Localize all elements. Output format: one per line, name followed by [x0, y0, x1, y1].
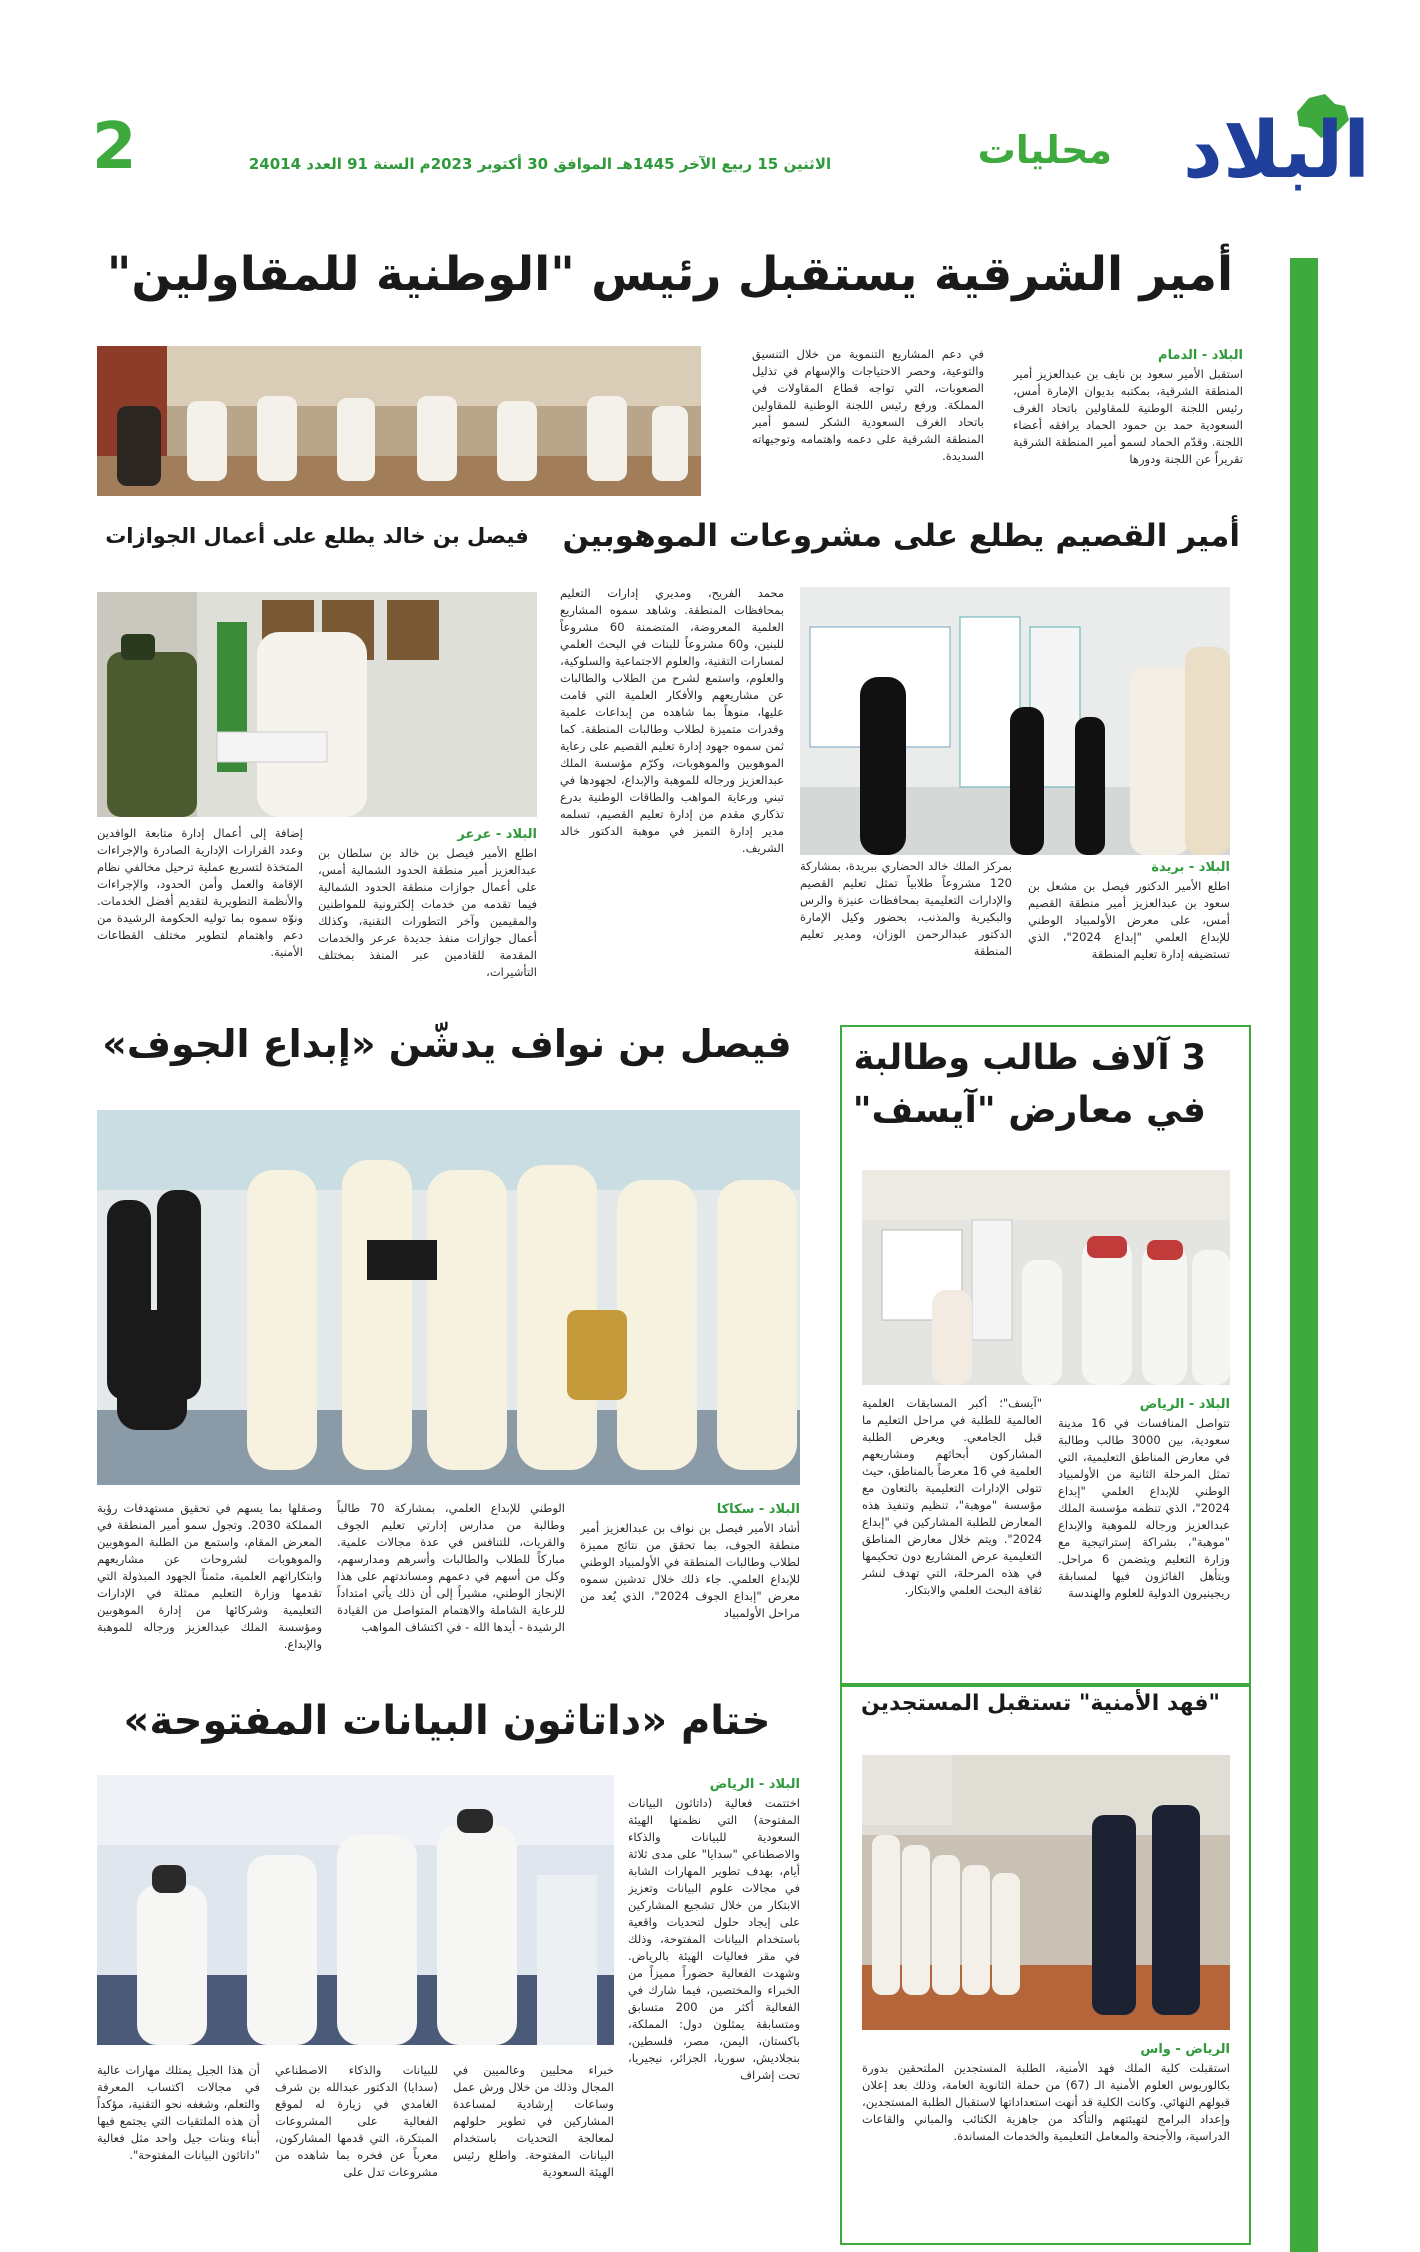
article1-col-right [1013, 346, 1243, 496]
article3-col-1 [318, 825, 537, 990]
article3-body-1: اطلع الأمير فيصل بن خالد بن سلطان بن عبدالعزيز أمير منطقة الحدود الشمالية أمس، على أعمال جوازات منطقة الحدود الشمالية فيما تقدمه من خدمات إلكترونية للمواطنين والمقيمين وآخر التطورات التقنية، وكذلك أعمال جوازات منفذ جديدة عرعر والخدمات المقدمة للقادمين عبر المنفذ بمختلف التأشيرات، [318, 846, 537, 979]
article2-col-2 [800, 858, 1012, 988]
article6-dateline: البلاد - الرياض [709, 1777, 800, 1792]
page-number: 2 [92, 110, 137, 184]
side-accent-bar [1290, 258, 1318, 2252]
article4-col-1 [580, 1500, 800, 1680]
article6-body-1: اختتمت فعالية (داتاثون البيانات المفتوحة) التي نظمتها الهيئة السعودية للبيانات والذكاء والاصطناعي "سدايا" على مدى ثلاثة أيام، بهدف تطوير المهارات الشابة في مجالات علوم البيانات وتعزيز الابتكار من خلال تشجيع المشاركين على إيجاد حلول لتحديات واقعية باستخدام البيانات المفتوحة، وذلك في مقر فعاليات الهيئة بالرياض. وشهدت الفعالية حضوراً مميزاً من الخبراء والمختصين، فيما شارك في الفعالية أكثر من 200 متسابق ومتسابقة يمثلون دول: المملكة، باكستان، اليمن، مصر، فلسطين، بنجلاديش، سوريا، الجزائر، نيجيريا، تحت إشراف [628, 1796, 800, 2082]
article4-headline: فيصل بن نواف يدشّن «إبداع الجوف» [102, 1022, 792, 1066]
article4-body-1: أشاد الأمير فيصل بن نواف بن عبدالعزيز أمير منطقة الجوف، بما تحقق من نتائج مميزة لطلاب وطالبات المنطقة في الأولمبياد الوطني للإبداع العلمي. جاء ذلك خلال تدشين سموه معرض "إبداع الجوف 2024"، الذي يُعد من مراحل الأولمبياد [580, 1521, 800, 1620]
article1-body-2: في دعم المشاريع التنموية من خلال التنسيق والتوعية، وحصر الاحتياجات والإسهام في تذليل الصعوبات، التي تواجه قطاع المقاولات في المملكة. ورفع رئيس اللجنة الوطنية للمقاولين باتحاد الغرف السعودية الشكر لسمو أمير المنطقة الشرقية على دعمه واهتمامه وتوجيهاته السديدة. [752, 347, 984, 463]
article1-headline: أمير الشرقية يستقبل رئيس "الوطنية للمقاولين" [106, 247, 1234, 302]
article5-dateline: البلاد - الرياض [1139, 1397, 1230, 1412]
article5-col-1 [1058, 1395, 1230, 1675]
article6-col-2 [453, 2062, 614, 2247]
article6-photo [97, 1775, 614, 2045]
article3-photo [97, 592, 537, 817]
article3-headline: فيصل بن خالد يطلع على أعمال الجوازات [105, 524, 529, 548]
article6-body-3: للبيانات والذكاء الاصطناعي (سدايا) الدكتور عبدالله بن شرف الغامدي في زيارة له لموقع الفعالية على المشروعات المبتكرة، التي قدمها المشاركون، معرباً عن فخره بما شاهده من مشروعات تدل على [275, 2063, 438, 2179]
article2-body-3: محمد الفريح، ومديري إدارات التعليم بمحافظات المنطقة. وشاهد سموه المشاريع العلمية المعروضة، المتضمنة 60 مشروعاً للبنين، و60 مشروعاً للبنات في البحث العلمي لمسارات التقنية، والعلوم الاجتماعية والسلوكية، والعلوم، واستمع لشرح من الطلاب والطالبات عن مشاريعهم والأفكار العلمية التي قامت عليها، منوهاً بما شاهده من إبداعات علمية وقدرات متميزة لطلاب وطالبات المنطقة. كما ثمن سموه جهود إدارة تعليم القصيم على رعاية الموهوبين والموهوبات، وكرّم مؤسسة الملك عبدالعزيز ورجاله للموهبة والإبداع، لجهودها في تبني ورعاية المواهب والطاقات الوطنية بدرع تذكاري مقدم من إدارة تعليم القصيم، تسلمه مدير إدارة التميز في موهبة الدكتور خالد الشريف. [560, 586, 784, 855]
article4-body-3: وصقلها بما يسهم في تحقيق مستهدفات رؤية المملكة 2030. وتجول سمو أمير المنطقة في المعرض المقام، واستمع من الطلبة الموهوبين والموهوبات لشروحات عن مشاريعهم وابتكاراتهم العلمية، مثمناً الجهود المبذولة التي تقدمها وزارة التعليم ممثلة في الإدارات التعليمية وشركائها من إدارة الموهوبين ومؤسسة الملك عبدالعزيز ورجاله للموهبة والإبداع. [97, 1501, 322, 1651]
article2-body-1: اطلع الأمير الدكتور فيصل بن مشعل بن سعود بن عبدالعزيز أمير منطقة القصيم أمس، على معرض الأولمبياد الوطني للإبداع العلمي "إبداع 2024"، الذي تستضيفه إدارة تعليم المنطقة [1028, 879, 1230, 961]
article5-headline-line2: في معارض "آيسف" [852, 1090, 1206, 1131]
article6-col-3 [275, 2062, 438, 2247]
article7-col [862, 2040, 1230, 2240]
article4-col-3 [97, 1500, 322, 1680]
article5-headline-line1: 3 آلاف طالب وطالبة [853, 1038, 1206, 1078]
article3-body-2: إضافة إلى أعمال إدارة متابعة الوافدين وعدد القرارات الإدارية الصادرة والإجراءات المتخذة لتسريع عملية ترحيل مخالفي نظام الإقامة والعمل وأمن الحدود، والإجراءات والأنظمة التطويرية لتقديم أفضل الخدمات. ونوّه سموه بما توليه الحكومة الرشيدة من دعم واهتمام لتطوير مختلف القطاعات الأمنية. [97, 826, 303, 959]
article6-headline: ختام «داتاثون البيانات المفتوحة» [123, 1698, 771, 1744]
section-title: محليات [977, 128, 1112, 172]
logo [1126, 92, 1370, 196]
article7-headline: "فهد الأمنية" تستقبل المستجدين [860, 1691, 1220, 1716]
article1-col-left [752, 346, 984, 496]
article2-photo [800, 587, 1230, 855]
article2-dateline: البلاد - بريدة [1151, 860, 1230, 875]
article7-body-1: استقبلت كلية الملك فهد الأمنية، الطلبة المستجدين الملتحقين بدورة بكالوريوس العلوم الأمنية الـ (67) من حملة الثانوية العامة، وذلك بعد إعلان قبولهم النهائي. وكانت الكلية قد أنهت استعداداتها لاستقبال الطلبة المستجدين، وإعداد البرامج لتهيئتهم والتأكد من جاهزية الكتائب والمباني والقاعات الدراسية، والأجنحة والمعامل التعليمية والخدمات المساندة. [862, 2061, 1230, 2143]
article6-body-4: أن هذا الجيل يمتلك مهارات عالية في مجالات اكتساب المعرفة والتعلم، وشغفه نحو التقنية، مؤكداً أن هذه الملتقيات التي يجتمع فيها أبناء وبنات جيل واحد مثل فعالية "داتاثون البيانات المفتوحة". [97, 2063, 260, 2162]
article5-body-2: "آيسف"؛ أكبر المسابقات العلمية العالمية للطلبة في مراحل التعليم ما قبل الجامعي. ويعرض الطلبة المشاركون أبحاثهم ومشاريعهم العلمية في 16 معرضاً بالمناطق، حيث تتولى الإدارات التعليمية بالتعاون مع مؤسسة "موهبة"، تنظيم وتنفيذ هذه المعارض للطلبة المشاركين في "إبداع 2024". ويتم خلال معارض المناطق التعليمية عرض المشاريع دون تحكيمها في هذه المرحلة، التي تهدف لنشر ثقافة البحث العلمي والابتكار. [862, 1396, 1042, 1597]
article6-body-2: خبراء محليين وعالميين في المجال وذلك من خلال ورش عمل وساعات إرشادية لمساعدة المشاركين في تطوير حلولهم لمعالجة التحديات باستخدام البيانات المفتوحة. واطلع رئيس الهيئة السعودية [453, 2063, 614, 2179]
article7-photo [862, 1755, 1230, 2030]
article2-col-3 [560, 585, 784, 988]
article2-body-2: بمركز الملك خالد الحضاري ببريدة، بمشاركة 120 مشروعاً طلابياً تمثل تعليم القصيم والإدارات التعليمية بمحافظات عنيزة والرس والبكيرية والمذنب، بحضور وكيل الإمارة الدكتور عبدالرحمن الوزان، ومدير تعليم المنطقة [800, 859, 1012, 958]
article4-col-2 [337, 1500, 565, 1680]
article1-dateline: البلاد - الدمام [1158, 348, 1243, 363]
article3-dateline: البلاد - عرعر [457, 827, 537, 842]
article4-dateline: البلاد - سكاكا [716, 1502, 800, 1517]
article6-col-4 [97, 2062, 260, 2247]
article3-col-2 [97, 825, 303, 990]
article7-dateline: الرياض - واس [1140, 2042, 1230, 2057]
article2-headline: أمير القصيم يطلع على مشروعات الموهوبين [562, 518, 1240, 554]
article2-col-1 [1028, 858, 1230, 988]
article5-body-1: تتواصل المنافسات في 16 مدينة سعودية، بين 3000 طالب وطالبة في معارض المناطق التعليمية، التي تمثل المرحلة الثانية من الأولمبياد الوطني للإبداع العلمي "إبداع 2024"، الذي تنظمه مؤسسة الملك عبدالعزيز ورجاله للموهبة والإبداع "موهبة"، بشراكة إستراتيجية مع وزارة التعليم ويتضمن 6 مراحل. ويتأهل الفائزون فيها لمسابقة ريجينيرون الدولية للعلوم والهندسة [1058, 1416, 1230, 1600]
article4-photo [97, 1110, 800, 1485]
article5-col-2 [862, 1395, 1042, 1675]
article1-photo [97, 346, 701, 496]
article4-body-2: الوطني للإبداع العلمي، بمشاركة 70 طالباً وطالبة من مدارس إدارتي تعليم الجوف والقريات، للتنافس في عدة مجالات علمية. مباركاً للطلاب والطالبات وأسرهم ومدارسهم، وكل من أسهم في دعمهم ومساندتهم على هذا الإنجاز الوطني، مشيراً إلى أن ذلك يأتي امتداداً للرعاية الشاملة والاهتمام المتواصل من القيادة الرشيدة - أيدها الله - في اكتشاف المواهب [337, 1501, 565, 1634]
logo-text: البلاد [1182, 106, 1370, 196]
article1-body-1: استقبل الأمير سعود بن نايف بن عبدالعزيز أمير المنطقة الشرقية، بمكتبه بديوان الإمارة أمس، رئيس اللجنة الوطنية للمقاولين باتحاد الغرف السعودية حمد بن حمود الحماد يرافقه أعضاء اللجنة. وقدّم الحماد لسمو أمير المنطقة الشرقية تقريراً عن اللجنة ودورها [1013, 367, 1243, 466]
date-line: الاثنين 15 ربيع الآخر 1445هـ الموافق 30 أكتوبر 2023م السنة 91 العدد 24014 [248, 155, 832, 173]
article6-col-1 [628, 1775, 800, 2245]
article5-photo [862, 1170, 1230, 1385]
